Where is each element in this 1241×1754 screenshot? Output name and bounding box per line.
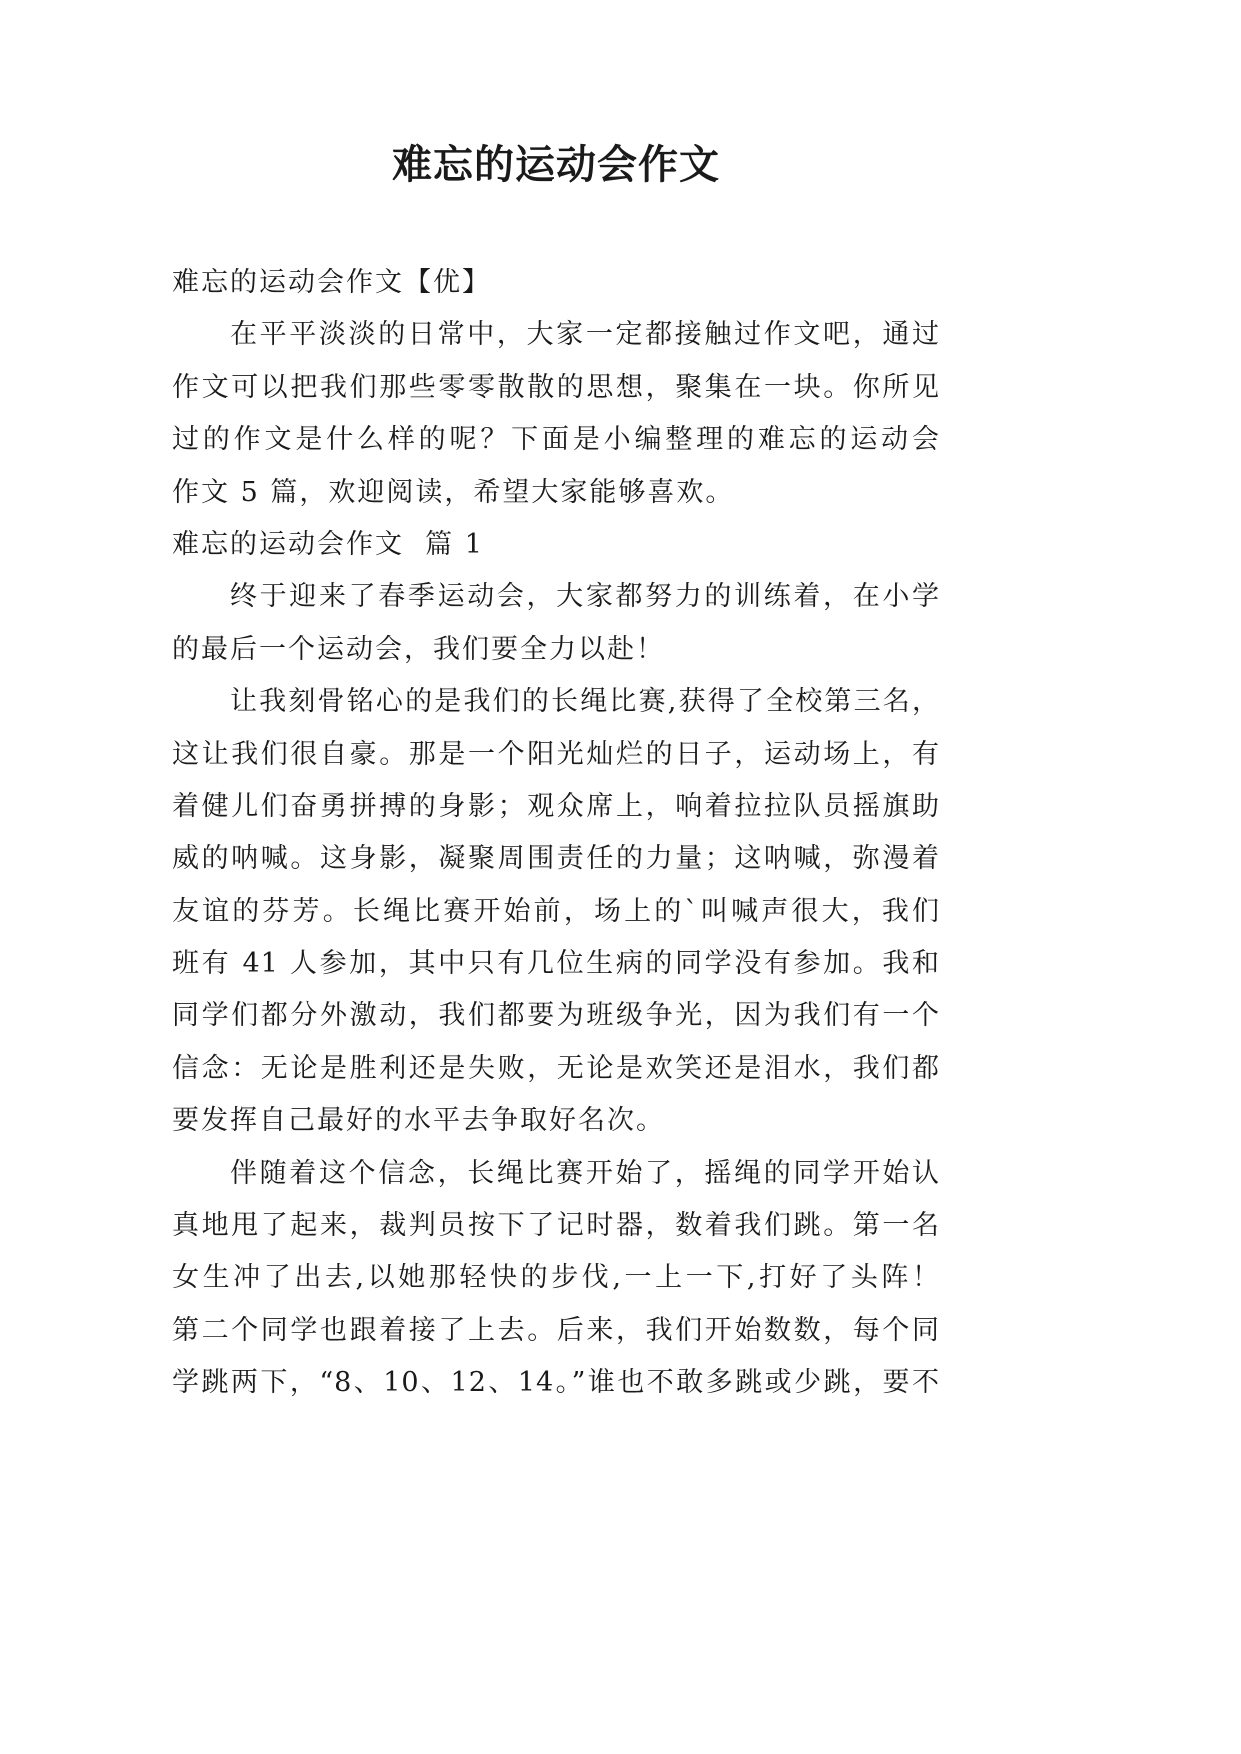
text-line: 在平平淡淡的日常中，大家一定都接触过作文吧，通过 [230,319,940,351]
text-line: 终于迎来了春季运动会，大家都努力的训练着，在小学 [230,581,940,613]
document-heading: 难忘的运动会作文【优】 [172,267,491,298]
text-line: 的最后一个运动会，我们要全力以赴！ [172,633,665,665]
section-heading: 难忘的运动会作文 篇 1 [172,528,484,560]
paragraph [172,676,940,1148]
text-line: 女生冲了出去,以她那轻快的步伐,一上一下,打好了头阵！ [172,1262,940,1294]
text-line: 过的作文是什么样的呢？下面是小编整理的难忘的运动会 [172,424,940,456]
text-line: 班有 41 人参加，其中只有几位生病的同学没有参加。我和 [172,948,940,980]
paragraph [172,571,940,676]
essay-section-1 [172,519,940,1410]
text-line: 这让我们很自豪。那是一个阳光灿烂的日子，运动场上，有 [172,738,940,770]
text-line: 学跳两下，“8、10、12、14。”谁也不敢多跳或少跳，要不 [172,1367,940,1399]
text-line: 友谊的芬芳。长绳比赛开始前，场上的`叫喊声很大，我们 [172,895,940,927]
text-line: 真地甩了起来，裁判员按下了记时器，数着我们跳。第一名 [172,1210,940,1242]
document-body [172,257,940,1410]
text-line: 同学们都分外激动，我们都要为班级争光，因为我们有一个 [172,1000,940,1032]
text-line: 着健儿们奋勇拼搏的身影；观众席上，响着拉拉队员摇旗助 [172,790,940,822]
text-line: 信念：无论是胜利还是失败，无论是欢笑还是泪水，我们都 [172,1052,940,1084]
intro-paragraph [172,309,940,519]
text-line: 威的呐喊。这身影，凝聚周围责任的力量；这呐喊，弥漫着 [172,843,940,875]
text-line: 作文可以把我们那些零零散散的思想，聚集在一块。你所见 [172,371,940,403]
text-line: 要发挥自己最好的水平去争取好名次。 [172,1105,665,1137]
paragraph [172,1148,940,1410]
document-title: 难忘的运动会作文 [392,141,720,188]
text-line: 第二个同学也跟着接了上去。后来，我们开始数数，每个同 [172,1314,940,1346]
text-line: 作文 5 篇，欢迎阅读，希望大家能够喜欢。 [172,476,735,508]
text-line: 伴随着这个信念，长绳比赛开始了，摇绳的同学开始认 [230,1157,940,1189]
text-line: 让我刻骨铭心的是我们的长绳比赛,获得了全校第三名， [230,686,940,718]
